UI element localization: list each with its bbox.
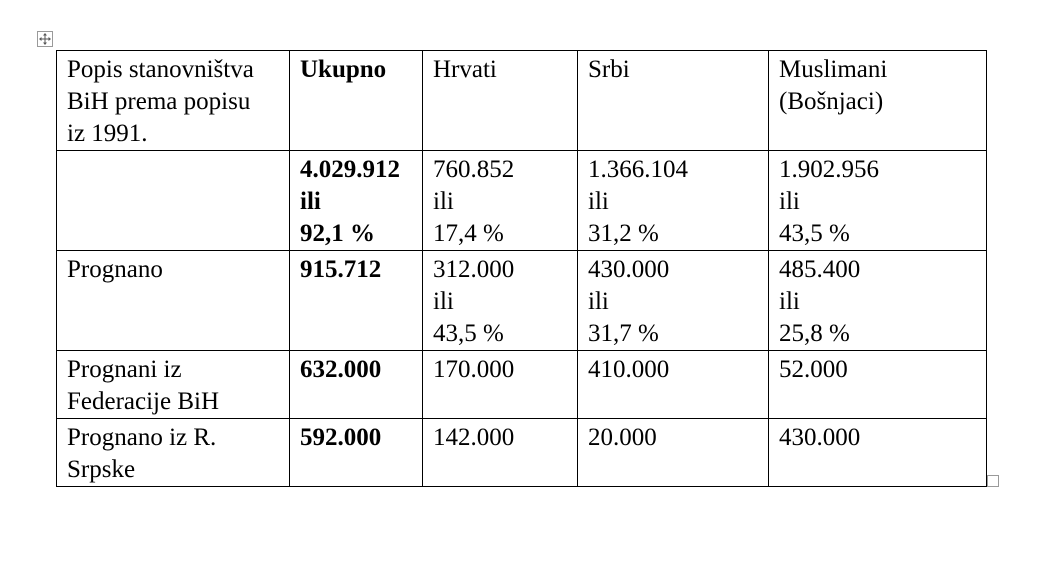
row-label-cell[interactable] — [57, 151, 290, 251]
header-label-cell[interactable] — [57, 51, 290, 151]
header-muslimani-cell[interactable] — [769, 51, 987, 151]
total-line: 915.712 — [300, 256, 382, 283]
srbi-line: 31,2 % — [588, 220, 659, 247]
header-muslimani-line: Muslimani — [779, 56, 888, 83]
row-label-line: Prognano — [67, 256, 163, 283]
row-label-line: Federacije BiH — [67, 388, 220, 415]
srbi-cell[interactable] — [578, 351, 769, 419]
header-muslimani-line: (Bošnjaci) — [779, 88, 884, 115]
header-label-line: iz 1991. — [67, 120, 148, 147]
header-label-line: Popis stanovništva — [67, 56, 254, 83]
muslimani-line: 25,8 % — [779, 320, 850, 347]
srbi-line: 31,7 % — [588, 320, 659, 347]
total-line: 632.000 — [300, 356, 382, 383]
total-line: ili — [300, 188, 321, 215]
hrvati-line: 17,4 % — [433, 220, 504, 247]
srbi-line: ili — [588, 288, 609, 315]
table-move-handle-icon[interactable] — [37, 31, 53, 47]
muslimani-line: ili — [779, 188, 800, 215]
srbi-cell[interactable] — [578, 151, 769, 251]
total-cell[interactable] — [290, 351, 423, 419]
total-line: 4.029.912 — [300, 156, 400, 183]
hrvati-line: 142.000 — [433, 424, 515, 451]
row-label-cell[interactable] — [57, 419, 290, 487]
muslimani-line: 430.000 — [779, 424, 861, 451]
header-label-line: BiH prema popisu — [67, 88, 251, 115]
row-label-cell[interactable] — [57, 251, 290, 351]
srbi-line: ili — [588, 188, 609, 215]
hrvati-line: 170.000 — [433, 356, 515, 383]
row-label-line: Prognano iz R. — [67, 424, 217, 451]
header-ukupno: Ukupno — [300, 56, 387, 83]
four-arrows-move-icon — [39, 33, 51, 45]
table-row — [57, 151, 987, 251]
hrvati-line: 760.852 — [433, 156, 515, 183]
total-line: 92,1 % — [300, 220, 375, 247]
header-srbi: Srbi — [588, 56, 630, 83]
muslimani-cell[interactable] — [769, 151, 987, 251]
muslimani-line: 43,5 % — [779, 220, 850, 247]
row-label-line: Srpske — [67, 456, 136, 483]
header-srbi-cell[interactable] — [578, 51, 769, 151]
srbi-line: 20.000 — [588, 424, 657, 451]
hrvati-cell[interactable] — [423, 251, 578, 351]
muslimani-cell[interactable] — [769, 419, 987, 487]
header-ukupno-cell[interactable] — [290, 51, 423, 151]
table-row — [57, 351, 987, 419]
census-table — [56, 50, 987, 487]
srbi-line: 430.000 — [588, 256, 670, 283]
total-line: 592.000 — [300, 424, 382, 451]
muslimani-line: 1.902.956 — [779, 156, 879, 183]
hrvati-cell[interactable] — [423, 151, 578, 251]
total-cell[interactable] — [290, 251, 423, 351]
table-row — [57, 251, 987, 351]
srbi-line: 1.366.104 — [588, 156, 688, 183]
hrvati-line: ili — [433, 188, 454, 215]
table-header-row — [57, 51, 987, 151]
total-cell[interactable] — [290, 419, 423, 487]
table-resize-handle-icon[interactable] — [987, 475, 999, 487]
row-label-cell[interactable] — [57, 351, 290, 419]
header-hrvati-cell[interactable] — [423, 51, 578, 151]
table-row — [57, 419, 987, 487]
muslimani-cell[interactable] — [769, 251, 987, 351]
hrvati-cell[interactable] — [423, 419, 578, 487]
row-label-line: Prognani iz — [67, 356, 182, 383]
muslimani-line: ili — [779, 288, 800, 315]
srbi-cell[interactable] — [578, 251, 769, 351]
header-hrvati: Hrvati — [433, 56, 497, 83]
srbi-cell[interactable] — [578, 419, 769, 487]
srbi-line: 410.000 — [588, 356, 670, 383]
hrvati-cell[interactable] — [423, 351, 578, 419]
hrvati-line: 312.000 — [433, 256, 515, 283]
muslimani-line: 485.400 — [779, 256, 861, 283]
hrvati-line: 43,5 % — [433, 320, 504, 347]
muslimani-cell[interactable] — [769, 351, 987, 419]
total-cell[interactable] — [290, 151, 423, 251]
muslimani-line: 52.000 — [779, 356, 848, 383]
hrvati-line: ili — [433, 288, 454, 315]
